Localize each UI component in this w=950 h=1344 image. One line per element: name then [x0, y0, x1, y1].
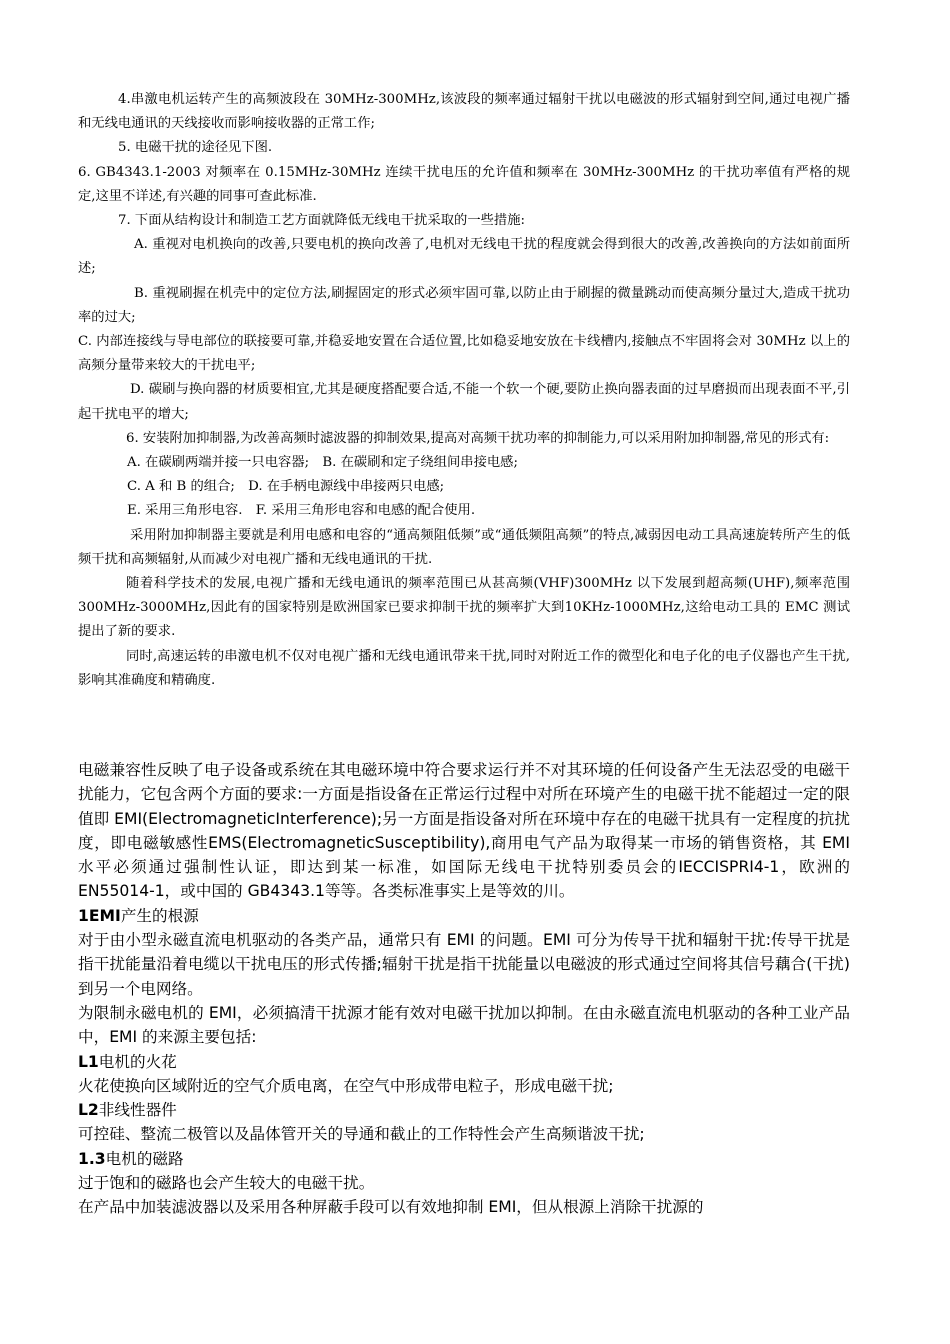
heading-text: 非线性器件 [98, 1101, 177, 1120]
paragraph-suppressor-principle: 采用附加抑制器主要就是利用电感和电容的“通高频阻低频”或“通低频阻高频”的特点,减弱因电动工具高速旋转所产生的低频干扰和高频辐射,从而减少对电视广播和无线电通讯的干扰. [78, 527, 850, 567]
paragraph-nonlinear: 可控硅、整流二极管以及晶体管开关的导通和截止的工作特性会产生高频谐波干扰; [78, 1125, 645, 1144]
measure-c: C. 内部连接线与导电部位的联接要可靠,并稳妥地安置在合适位置,比如稳妥地安放在卡线槽内,接触点不牢固将会对 30MHz 以上的高频分量带来较大的干扰电平; [78, 334, 850, 374]
paragraph-magnetic: 过于饱和的磁路也会产生较大的电磁干扰。 [78, 1174, 375, 1193]
measure-d: D. 碳刷与换向器的材质要相宜,尤其是硬度搭配要合适,不能一个软一个硬,要防止换向器表面的过早磨损而出现表面不平,引起干扰电平的增大; [78, 382, 850, 422]
heading-number: 1EMI [78, 906, 121, 925]
heading-text: 电机的磁路 [105, 1149, 184, 1168]
paragraph-item-5: 5. 电磁干扰的途径见下图. [118, 140, 273, 156]
section-motor-interference [78, 88, 850, 693]
heading-number: 1.3 [78, 1149, 106, 1168]
paragraph-spark: 火花使换向区域附近的空气介质电离，在空气中形成带电粒子，形成电磁干扰; [78, 1076, 614, 1095]
paragraph-filter: 在产品中加装滤波器以及采用各种屏蔽手段可以有效地抑制 EMI，但从根源上消除干扰源的 [78, 1198, 704, 1217]
suppressor-options-ef: E. 采用三角形电容. F. 采用三角形电容和电感的配合使用. [127, 503, 476, 519]
heading-magnetic [78, 1147, 850, 1171]
suppressor-options-ab: A. 在碳刷两端并接一只电容器; B. 在碳刷和定子绕组间串接电感; [127, 455, 518, 471]
heading-text: 产生的根源 [120, 906, 199, 925]
paragraph-item-7: 7. 下面从结构设计和制造工艺方面就降低无线电干扰采取的一些措施: [118, 213, 526, 229]
heading-number: L2 [78, 1101, 99, 1120]
section-emc [78, 758, 850, 1220]
paragraph-instrument-interference: 同时,高速运转的串激电机不仅对电视广播和无线电通讯带来干扰,同时对附近工作的微型化和电子化的电子仪器也产生干扰,影响其准确度和精确度. [78, 648, 850, 688]
paragraph-item-4: 4.串激电机运转产生的高频波段在 30MHz-300MHz,该波段的频率通过辐射干扰以电磁波的形式辐射到空间,通过电视广播和无线电通讯的天线接收而影响接收器的正常工作; [78, 92, 850, 132]
measure-b: B. 重视刷握在机壳中的定位方法,刷握固定的形式必须牢固可靠,以防止由于刷握的微量跳动而使高频分量过大,造成干扰功率的过大; [78, 285, 850, 325]
paragraph-suppressor: 6. 安装附加抑制器,为改善高频时滤波器的抑制效果,提高对高频干扰功率的抑制能力,可以采用附加抑制器,常见的形式有: [126, 430, 830, 446]
paragraph-emc-intro: 电磁兼容性反映了电子设备或系统在其电磁环境中符合要求运行并不对其环境的任何设备产生无法忍受的电磁干扰能力，它包含两个方面的要求:一方面是指设备在正常运行过程中对所在环境产生的电磁干扰不能超过一定的限值即 EMI(ElectromagneticInterference);另一方面是指设备对所在环境中存在的电磁干扰具有一定程度的抗扰度，即电磁敏感性EMS(ElectromagneticSusceptibility),商用电气产品为取得某一市场的销售资格，其 EMI 水平必须通过强制性认证，即达到某一标准，如国际无线电干扰特别委员会的IECCISPRI4-1，欧洲的 EN55014-1，或中国的 GB4343.1等等。各类标准事实上是等效的川。 [78, 761, 850, 901]
paragraph-emi-sources: 为限制永磁电机的 EMI，必须搞清干扰源才能有效对电磁干扰加以抑制。在由永磁直流电机驱动的各种工业产品中，EMI 的来源主要包括: [78, 1003, 850, 1047]
heading-text: 电机的火花 [98, 1052, 177, 1071]
suppressor-options-cd: C. A 和 B 的组合; D. 在手柄电源线中串接两只电感; [127, 479, 445, 495]
measure-a: A. 重视对电机换向的改善,只要电机的换向改善了,电机对无线电干扰的程度就会得到很大的改善,改善换向的方法如前面所述; [78, 237, 850, 277]
paragraph-item-6-standard: 6. GB4343.1-2003 对频率在 0.15MHz-30MHz 连续干扰电压的允许值和频率在 30MHz-300MHz 的干扰功率值有严格的规定,这里不详述,有兴趣的同事可查此标准. [78, 164, 850, 204]
heading-nonlinear [78, 1098, 850, 1122]
heading-emi-source [78, 904, 850, 928]
paragraph-frequency-range: 随着科学技术的发展,电视广播和无线电通讯的频率范围已从甚高频(VHF)300MHz 以下发展到超高频(UHF),频率范围 300MHz-3000MHz,因此有的国家特别是欧洲国家已要求抑制干扰的频率扩大到10KHz-1000MHz,这给电动工具的 EMC 测试提出了新的要求. [78, 576, 850, 640]
heading-spark [78, 1050, 850, 1074]
heading-number: L1 [78, 1052, 99, 1071]
paragraph-emi-types: 对于由小型永磁直流电机驱动的各类产品，通常只有 EMI 的问题。EMI 可分为传导干扰和辐射干扰:传导干扰是指干扰能量沿着电缆以干扰电压的形式传播;辐射干扰是指干扰能量以电磁波的形式通过空间将其信号藕合(干扰)到另一个电网络。 [78, 931, 850, 998]
